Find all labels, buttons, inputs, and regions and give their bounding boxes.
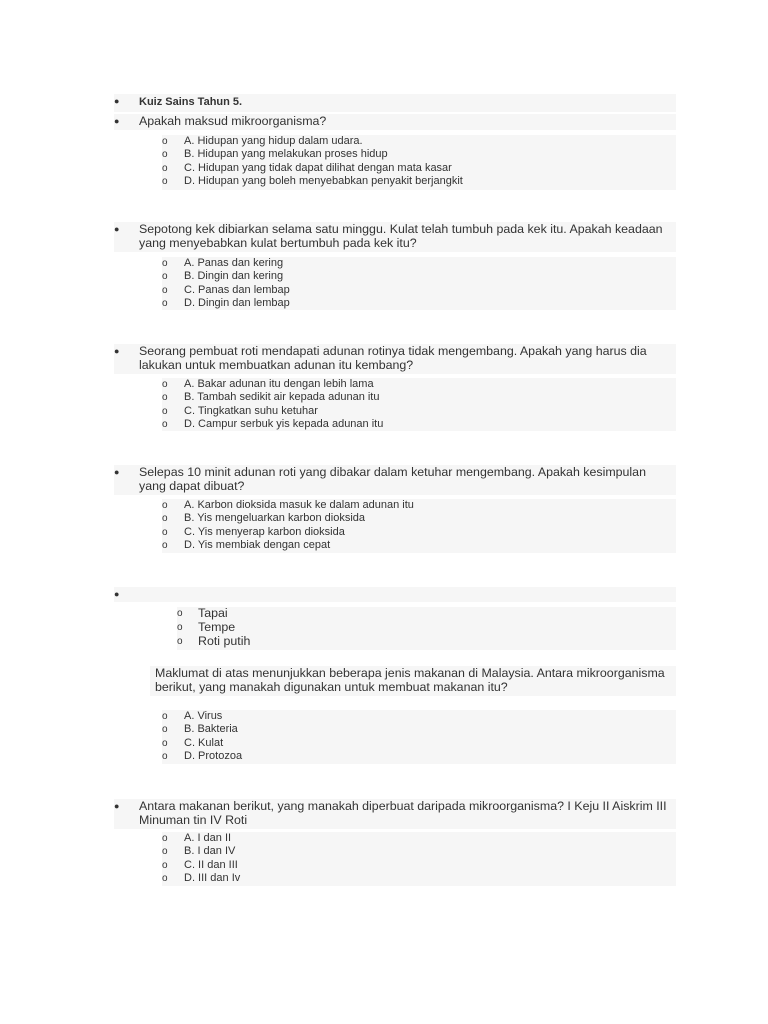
option-item (162, 162, 676, 175)
circle-bullet-icon: o (162, 711, 168, 722)
option-item (162, 539, 676, 552)
option-item (162, 270, 676, 283)
food-item (177, 621, 676, 635)
circle-bullet-icon: o (162, 846, 168, 858)
option-text: B. Hidupan yang melakukan proses hidup (184, 148, 388, 161)
option-item (162, 832, 676, 845)
question-3 (114, 344, 676, 374)
option-text: C. Panas dan lembap (184, 283, 290, 296)
food-item (177, 607, 676, 621)
circle-bullet-icon: o (162, 859, 168, 871)
option-item (162, 148, 676, 161)
option-text: D. Hidupan yang boleh menyebabkan penyakit berjangkit (184, 174, 463, 187)
option-text: A. Karbon dioksida masuk ke dalam adunan itu (184, 499, 414, 511)
circle-bullet-icon: o (162, 136, 168, 147)
option-text: B. I dan IV (184, 845, 236, 858)
circle-bullet-icon: o (162, 162, 168, 174)
circle-bullet-icon: o (162, 297, 168, 309)
option-text: B. Tambah sedikit air kepada adunan itu (184, 391, 380, 404)
question-text: Selepas 10 minit adunan roti yang dibakar dalam ketuhar mengembang. Apakah kesimpulan yang dapat dibuat? (139, 465, 646, 494)
option-item (162, 378, 676, 391)
circle-bullet-icon: o (162, 284, 168, 296)
circle-bullet-icon: o (162, 258, 168, 269)
circle-bullet-icon: o (162, 750, 168, 762)
food-item (177, 635, 676, 649)
option-text: A. I dan II (184, 832, 232, 844)
circle-bullet-icon: o (162, 539, 168, 551)
bullet-icon: ● (114, 346, 120, 356)
option-item (162, 418, 676, 431)
option-item (162, 859, 676, 872)
option-text: A. Panas dan kering (184, 257, 284, 269)
question-6-options (162, 832, 676, 886)
quiz-title-row (114, 94, 676, 112)
option-text: C. Hidupan yang tidak dapat dilihat dengan mata kasar (184, 161, 452, 174)
option-item (162, 499, 676, 512)
question-2 (114, 222, 676, 252)
question-2-options (162, 257, 676, 310)
option-item (162, 175, 676, 188)
question-text: Seorang pembuat roti mendapati adunan rotinya tidak mengembang. Apakah yang harus dia lakukan untuk membuatkan adunan itu kembang? (139, 344, 647, 373)
option-text: D. Yis membiak dengan cepat (184, 538, 331, 551)
circle-bullet-icon: o (162, 737, 168, 749)
food-text: Roti putih (198, 633, 251, 648)
option-text: C. Tingkatkan suhu ketuhar (184, 404, 318, 417)
question-1-options (162, 135, 676, 190)
question-5 (114, 587, 676, 602)
circle-bullet-icon: o (162, 526, 168, 538)
option-text: B. Bakteria (184, 723, 238, 736)
circle-bullet-icon: o (162, 175, 168, 187)
question-3-options (162, 378, 676, 431)
option-text: C. II dan III (184, 858, 238, 871)
option-item (162, 737, 676, 750)
bullet-icon: ● (114, 801, 120, 811)
option-item (162, 512, 676, 525)
option-text: A. Virus (184, 710, 223, 722)
option-text: A. Bakar adunan itu dengan lebih lama (184, 378, 374, 390)
question-text: Apakah maksud mikroorganisma? (139, 114, 327, 128)
circle-bullet-icon: o (177, 608, 183, 619)
question-text: Sepotong kek dibiarkan selama satu minggu. Kulat telah tumbuh pada kek itu. Apakah keadaan yang menyebabkan kulat bertumbuh pada kek itu? (139, 222, 663, 251)
food-text: Tempe (198, 619, 236, 634)
bullet-icon: ● (114, 224, 120, 234)
option-item (162, 750, 676, 763)
option-item (162, 284, 676, 297)
option-item (162, 405, 676, 418)
option-item (162, 872, 676, 885)
option-text: D. Dingin dan lembap (184, 296, 290, 309)
bullet-icon: ● (114, 116, 120, 126)
circle-bullet-icon: o (162, 500, 168, 511)
question-4 (114, 465, 676, 495)
option-text: C. Kulat (184, 736, 224, 749)
circle-bullet-icon: o (162, 149, 168, 161)
option-text: A. Hidupan yang hidup dalam udara. (184, 135, 363, 147)
option-item (162, 710, 676, 723)
option-item (162, 257, 676, 270)
circle-bullet-icon: o (162, 833, 168, 844)
question-6 (114, 799, 676, 829)
circle-bullet-icon: o (162, 392, 168, 404)
circle-bullet-icon: o (162, 872, 168, 884)
bullet-icon: ● (114, 589, 120, 599)
circle-bullet-icon: o (162, 379, 168, 390)
option-text: D. III dan Iv (184, 871, 241, 884)
option-item (162, 135, 676, 148)
bullet-icon: ● (114, 467, 120, 477)
food-text: Tapai (198, 606, 228, 620)
option-item (162, 297, 676, 310)
option-item (162, 723, 676, 736)
circle-bullet-icon: o (177, 635, 183, 647)
option-text: D. Campur serbuk yis kepada adunan itu (184, 417, 384, 430)
bullet-icon: ● (114, 96, 120, 106)
option-text: C. Yis menyerap karbon dioksida (184, 525, 345, 538)
circle-bullet-icon: o (162, 418, 168, 430)
quiz-title: Kuiz Sains Tahun 5. (139, 96, 243, 108)
question-4-options (162, 499, 676, 553)
circle-bullet-icon: o (177, 621, 183, 633)
option-text: B. Yis mengeluarkan karbon dioksida (184, 512, 365, 525)
question-text: Antara makanan berikut, yang manakah diperbuat daripada mikroorganisma? I Keju II Aiskrim III Minuman tin IV Roti (139, 799, 667, 828)
question-1 (114, 114, 676, 130)
question-5-options (162, 710, 676, 764)
circle-bullet-icon: o (162, 405, 168, 417)
circle-bullet-icon: o (162, 724, 168, 736)
food-list (177, 607, 676, 650)
option-item (162, 526, 676, 539)
option-item (162, 845, 676, 858)
option-text: B. Dingin dan kering (184, 270, 284, 283)
option-item (162, 391, 676, 404)
circle-bullet-icon: o (162, 513, 168, 525)
info-paragraph: Maklumat di atas menunjukkan beberapa jenis makanan di Malaysia. Antara mikroorganisma berikut, yang manakah digunakan untuk membuat makanan itu? (150, 666, 676, 696)
option-text: D. Protozoa (184, 749, 243, 762)
circle-bullet-icon: o (162, 271, 168, 283)
